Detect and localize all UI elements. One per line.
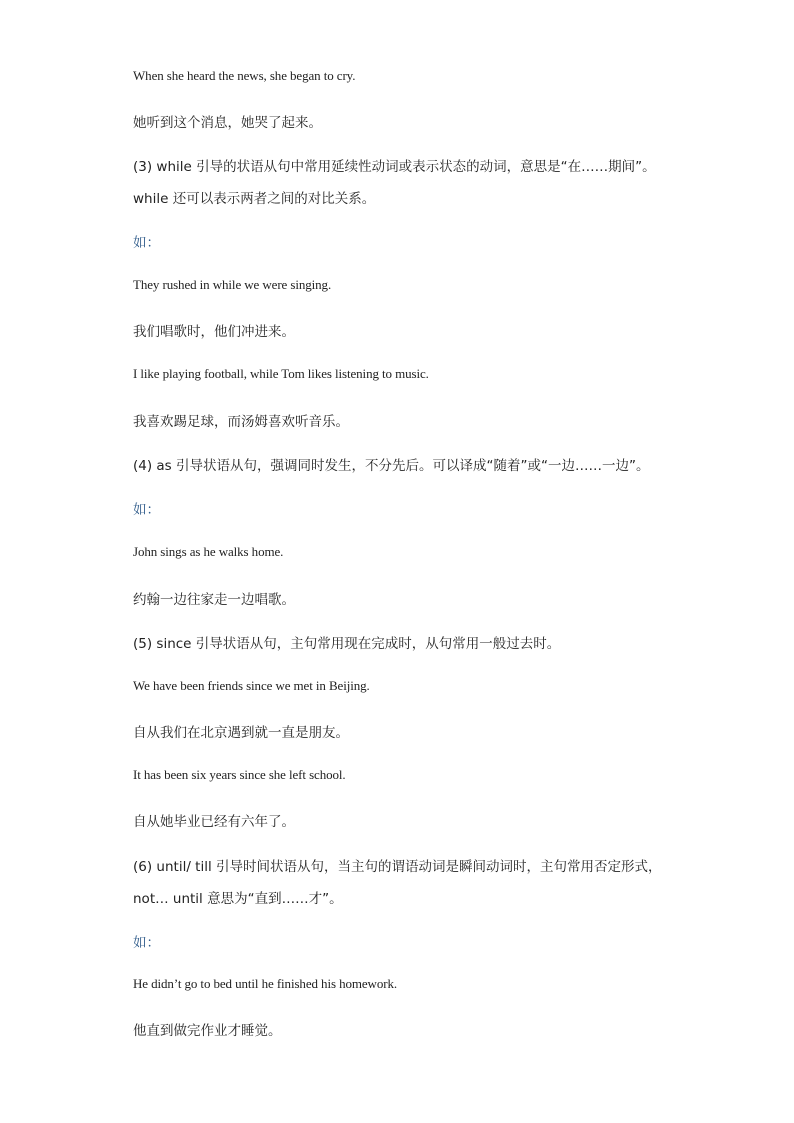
rule-while-line-2: while 还可以表示两者之间的对比关系。 [133,191,376,207]
example-label: 如： [133,235,160,251]
example-sentence-en: It has been six years since she left school. [133,767,346,782]
example-translation-zh: 自从我们在北京遇到就一直是朋友。 [133,725,349,741]
example-translation-zh: 她听到这个消息，她哭了起来。 [133,115,322,131]
example-sentence-en: He didn’t go to bed until he finished his homework. [133,976,398,991]
rule-until-line-2: not… until 意思为“直到……才”。 [133,891,343,907]
example-translation-zh: 我喜欢踢足球，而汤姆喜欢听音乐。 [133,414,349,430]
example-translation-zh: 他直到做完作业才睡觉。 [133,1023,282,1039]
example-sentence-en: We have been friends since we met in Beijing. [133,678,370,693]
example-translation-zh: 约翰一边往家走一边唱歌。 [133,592,295,608]
example-label: 如： [133,935,160,951]
rule-as: (4) as 引导状语从句，强调同时发生，不分先后。可以译成“随着”或“一边……一边”。 [133,458,650,474]
rule-until-line-1: (6) until/ till 引导时间状语从句，当主句的谓语动词是瞬间动词时，主句常用否定形式， [133,859,662,875]
example-sentence-en: I like playing football, while Tom likes listening to music. [133,366,429,381]
example-sentence-en: They rushed in while we were singing. [133,277,332,292]
example-translation-zh: 自从她毕业已经有六年了。 [133,814,295,830]
rule-while-line-1: (3) while 引导的状语从句中常用延续性动词或表示状态的动词，意思是“在……期间”。 [133,159,656,175]
example-translation-zh: 我们唱歌时，他们冲进来。 [133,324,295,340]
example-sentence-en: John sings as he walks home. [133,544,284,559]
example-sentence-en: When she heard the news, she began to cry. [133,68,356,83]
rule-since: (5) since 引导状语从句，主句常用现在完成时，从句常用一般过去时。 [133,636,561,652]
example-label: 如： [133,502,160,518]
